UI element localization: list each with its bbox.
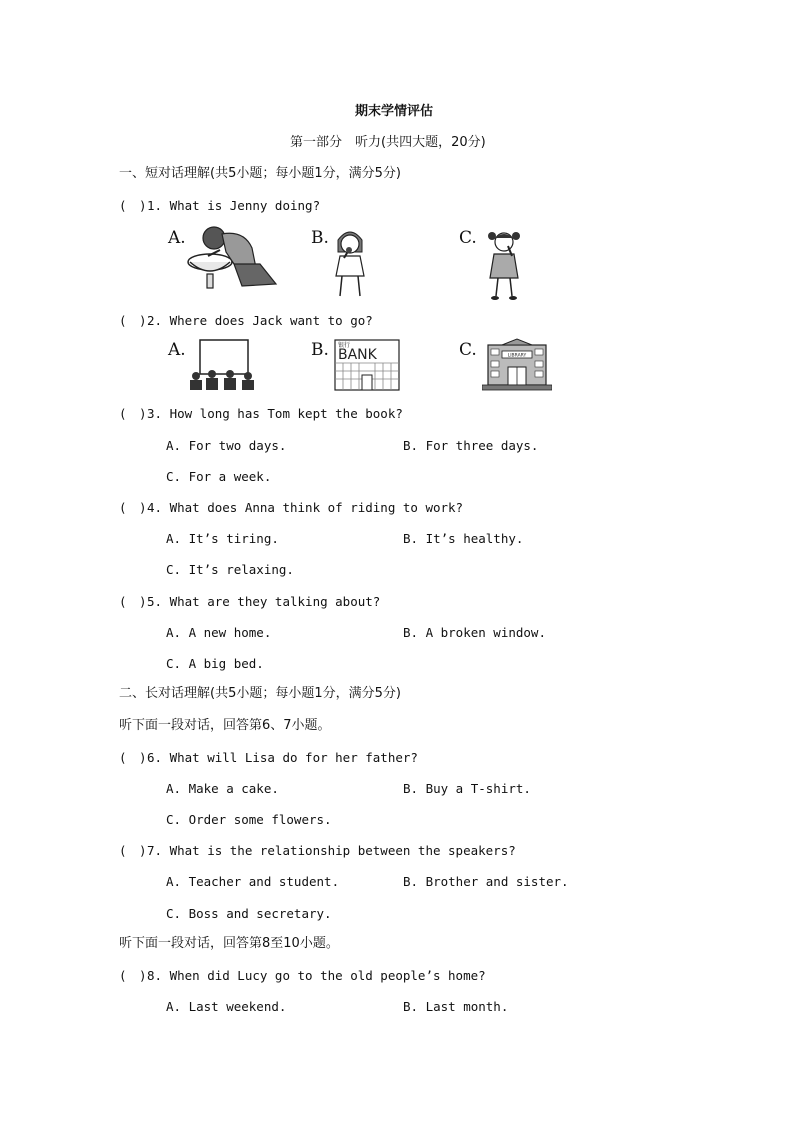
q5-answer-blank[interactable]: ( ) [119,594,147,609]
q1-option-a-label[interactable]: A. [168,228,186,248]
q3-option-c[interactable]: C. For a week. [166,469,272,484]
brushing-teeth-girl-picture [330,226,370,298]
library-sign: LIBRARY [507,353,527,359]
library-building-picture [482,337,552,391]
q6-answer-blank[interactable]: ( ) [119,750,147,765]
section2-intro-8-10: 听下面一段对话，回答第8至10小题。 [119,936,339,951]
q7-answer-blank[interactable]: ( ) [119,843,147,858]
washing-face-picture [186,224,278,290]
q7-option-a[interactable]: A. Teacher and student. [166,874,340,889]
q4-option-c[interactable]: C. It’s relaxing. [166,562,294,577]
q6-question: 6. What will Lisa do for her father? [147,750,418,765]
q1-option-b-label[interactable]: B. [311,228,329,248]
q5-option-a[interactable]: A. A new home. [166,625,272,640]
q8-question: 8. When did Lucy go to the old people’s home? [147,968,486,983]
cinema-picture [186,338,262,392]
q5-question: 5. What are they talking about? [147,594,381,609]
q4-option-b[interactable]: B. It’s healthy. [403,531,524,546]
q4-option-a[interactable]: A. It’s tiring. [166,531,279,546]
bank-small-sign: 银行 [338,342,351,349]
q3-question: 3. How long has Tom kept the book? [147,406,403,421]
bank-building-picture [334,339,400,391]
q1-option-c-label[interactable]: C. [459,228,477,248]
girl-with-toothbrush-picture [484,228,524,300]
q2-option-c-label[interactable]: C. [459,340,477,360]
q3-answer-blank[interactable]: ( ) [119,406,147,421]
q6-option-b[interactable]: B. Buy a T-shirt. [403,781,531,796]
section1-heading: 一、短对话理解(共5小题；每小题1分，满分5分) [119,166,401,181]
q2-option-b-label[interactable]: B. [311,340,329,360]
q8-option-b[interactable]: B. Last month. [403,999,509,1014]
q5-option-b[interactable]: B. A broken window. [403,625,546,640]
section2-intro-6-7: 听下面一段对话，回答第6、7小题。 [119,718,331,733]
q3-option-b[interactable]: B. For three days. [403,438,539,453]
q5-option-c[interactable]: C. A big bed. [166,656,264,671]
q4-answer-blank[interactable]: ( ) [119,500,147,515]
q1-answer-blank[interactable]: ( ) [119,198,147,213]
part-title: 第一部分 听力(共四大题，20分) [290,135,486,150]
section2-heading: 二、长对话理解(共5小题；每小题1分，满分5分) [119,686,401,701]
q2-question: 2. Where does Jack want to go? [147,313,373,328]
q7-option-b[interactable]: B. Brother and sister. [403,874,569,889]
q7-question: 7. What is the relationship between the speakers? [147,843,516,858]
q7-option-c[interactable]: C. Boss and secretary. [166,906,332,921]
q4-question: 4. What does Anna think of riding to work? [147,500,464,515]
q8-option-a[interactable]: A. Last weekend. [166,999,287,1014]
q1-question: 1. What is Jenny doing? [147,198,321,213]
bank-sign: BANK [338,347,377,363]
q3-option-a[interactable]: A. For two days. [166,438,287,453]
exam-title: 期末学情评估 [355,104,434,119]
q6-option-a[interactable]: A. Make a cake. [166,781,279,796]
q6-option-c[interactable]: C. Order some flowers. [166,812,332,827]
q2-answer-blank[interactable]: ( ) [119,313,147,328]
q8-answer-blank[interactable]: ( ) [119,968,147,983]
q2-option-a-label[interactable]: A. [168,340,186,360]
